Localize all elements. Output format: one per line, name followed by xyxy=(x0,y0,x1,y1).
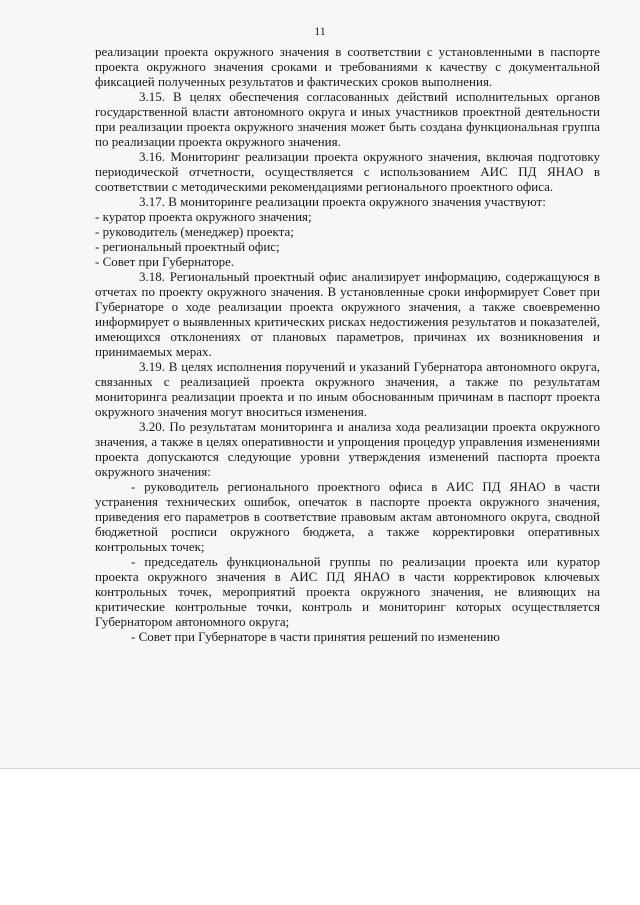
list-item-council: - Совет при Губернаторе. xyxy=(95,254,235,269)
paragraph-3-20: 3.20. По результатам мониторинга и анализа хода реализации проекта окружного значения, а также в целях оперативности и упрощения процедур управления изменениями проекта допускаются следующие уровни утверждения изменений паспорта проекта окружного значения: xyxy=(95,419,600,479)
list-item-manager: - руководитель (менеджер) проекта; xyxy=(95,224,294,239)
list-item-office-head: - руководитель регионального проектного офиса в АИС ПД ЯНАО в части устранения технических ошибок, опечаток в паспорте проекта окружного значения, приведения его параметров в соответствие правовым актам автономного округа, сводной бюджетной росписи окружного бюджета, а также корректировки оперативных контрольных точек; xyxy=(95,479,600,554)
paragraph-3-18: 3.18. Региональный проектный офис анализирует информацию, содержащуюся в отчетах по проекту окружного значения. В установленные сроки информирует Совет при Губернаторе о ходе реализации проекта окружного значения, а также своевременно информирует о выявленных критических рисках недостижения результатов и показателей, имеющихся отклонениях от плановых параметров, причинах их возникновения и принимаемых мерах. xyxy=(95,269,600,359)
list-item-council-decisions: - Совет при Губернаторе в части принятия решений по изменению xyxy=(131,629,500,644)
paragraph-3-17: 3.17. В мониторинге реализации проекта окружного значения участвуют: xyxy=(139,194,546,209)
list-item-group-chair: - председатель функциональной группы по реализации проекта или куратор проекта окружного значения в АИС ПД ЯНАО в части корректировок ключевых контрольных точек, мероприятий проекта окружного значения, не влияющих на критические контрольные точки, контроль и мониторинг которых осуществляется Губернатором автономного округа; xyxy=(95,554,600,629)
paragraph-3-15: 3.15. В целях обеспечения согласованных действий исполнительных органов государственной власти автономного округа и иных участников проектной деятельности при реализации проекта окружного значения может быть создана функциональная группа по реализации проекта окружного значения. xyxy=(95,89,600,149)
document-body xyxy=(95,44,600,644)
page-number: 11 xyxy=(314,24,326,38)
list-item-project-office: - региональный проектный офис; xyxy=(95,239,280,254)
paragraph-3-19: 3.19. В целях исполнения поручений и указаний Губернатора автономного округа, связанных с реализацией проекта окружного значения, а также по результатам мониторинга реализации проекта и по иным обоснованным причинам в паспорт проекта окружного значения могут вноситься изменения. xyxy=(95,359,600,419)
list-item-curator: - куратор проекта окружного значения; xyxy=(95,209,312,224)
paragraph-3-16: 3.16. Мониторинг реализации проекта окружного значения, включая подготовку периодической отчетности, осуществляется с использованием АИС ПД ЯНАО в соответствии с методическими рекомендациями регионального проектного офиса. xyxy=(95,149,600,194)
paragraph-continuation: реализации проекта окружного значения в соответствии с установленными в паспорте проекта окружного значения сроками и требованиями к качеству с документальной фиксацией полученных результатов и фактических сроков выполнения. xyxy=(95,44,600,89)
